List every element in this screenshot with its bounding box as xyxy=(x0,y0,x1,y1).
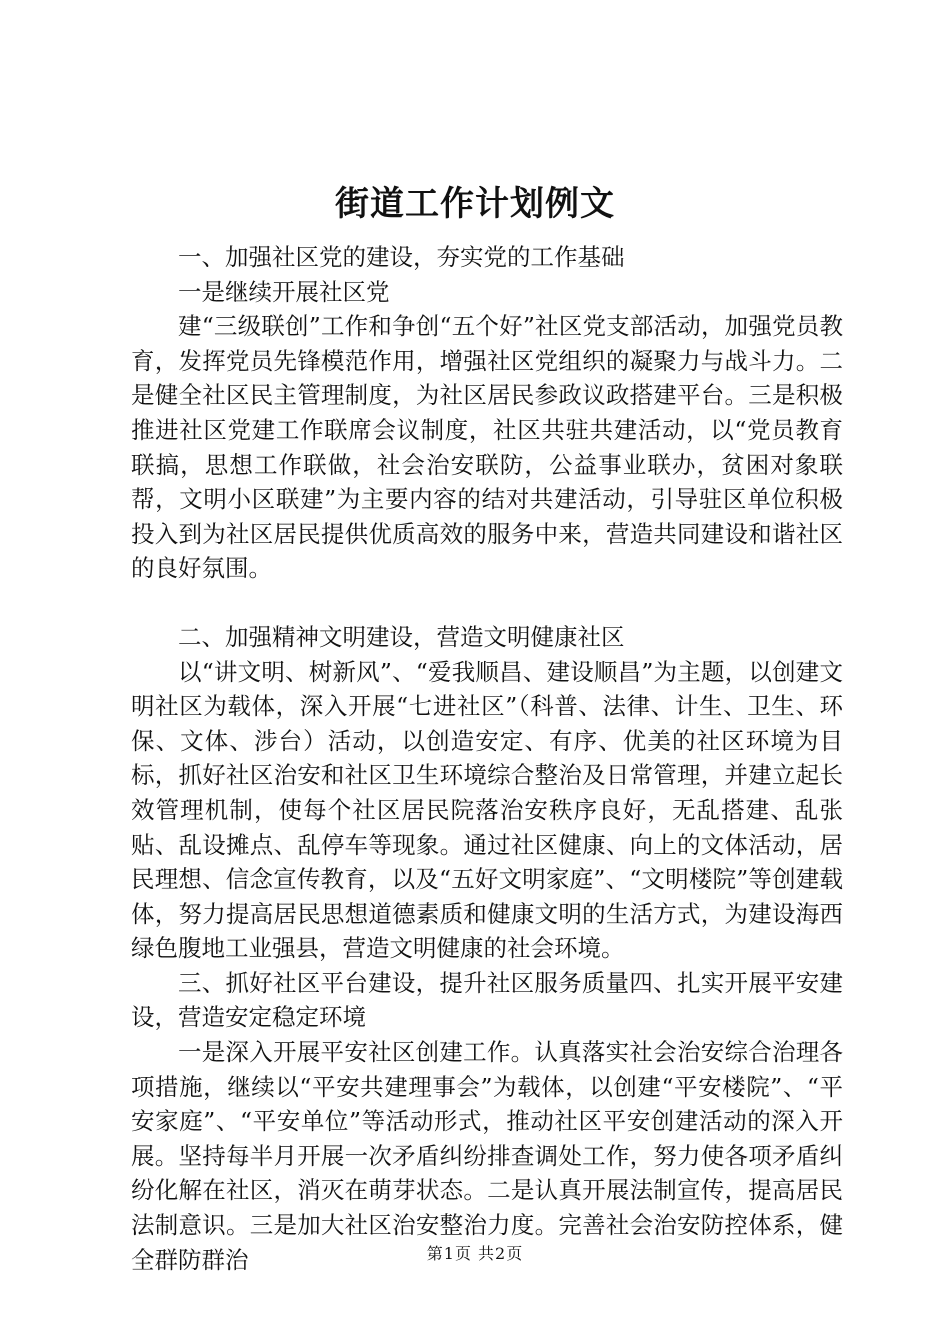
section-heading-3: 三、抓好社区平台建设，提升社区服务质量四、扎实开展平安建设，营造安定稳定环境 xyxy=(131,968,843,1032)
paragraph-2: 建“三级联创”工作和争创“五个好”社区党支部活动，加强党员教育，发挥党员先锋模范作用，增强社区党组织的凝聚力与战斗力。二是健全社区民主管理制度，为社区居民参政议政搭建平台。三是积极推进社区党建工作联席会议制度，社区共驻共建活动，以“党员教育联搞，思想工作联做，社会治安联防，公益事业联办，贫困对象联帮，文明小区联建”为主要内容的结对共建活动，引导驻区单位积极投入到为社区居民提供优质高效的服务中来，营造共同建设和谐社区的良好氛围。 xyxy=(131,312,843,583)
page-footer: 第1页 共2页 xyxy=(426,1244,524,1263)
section-heading-1: 一、加强社区党的建设，夯实党的工作基础 xyxy=(178,243,625,271)
paragraph-1: 一是继续开展社区党 xyxy=(178,277,390,306)
document-title: 街道工作计划例文 xyxy=(335,184,615,224)
document-body xyxy=(131,240,843,1277)
paragraph-spacer xyxy=(131,586,843,620)
paragraph-4: 一是深入开展平安社区创建工作。认真落实社会治安综合治理各项措施，继续以“平安共建理事会”为载体，以创建“平安楼院”、“平安家庭”、“平安单位”等活动形式，推动社区平安创建活动的深入开展。坚持每半月开展一次矛盾纠纷排查调处工作，努力使各项矛盾纠纷化解在社区，消灭在萌芽状态。二是认真开展法制宣传，提高居民法制意识。三是加大社区治安整治力度。完善社会治安防控体系，健全群防群治 xyxy=(131,1038,843,1274)
paragraph-3: 以“讲文明、树新风”、“爱我顺昌、建设顺昌”为主题，以创建文明社区为载体，深入开展“七进社区”（科普、法律、计生、卫生、环保、文体、涉台）活动，以创造安定、有序、优美的社区环境为目标，抓好社区治安和社区卫生环境综合整治及日常管理，并建立起长效管理机制，使每个社区居民院落治安秩序良好，无乱搭建、乱张贴、乱设摊点、乱停车等现象。通过社区健康、向上的文体活动，居民理想、信念宣传教育，以及“五好文明家庭”、“文明楼院”等创建载体，努力提高居民思想道德素质和健康文明的生活方式，为建设海西绿色腹地工业强县，营造文明健康的社会环境。 xyxy=(131,657,843,963)
section-heading-2: 二、加强精神文明建设，营造文明健康社区 xyxy=(178,622,625,651)
